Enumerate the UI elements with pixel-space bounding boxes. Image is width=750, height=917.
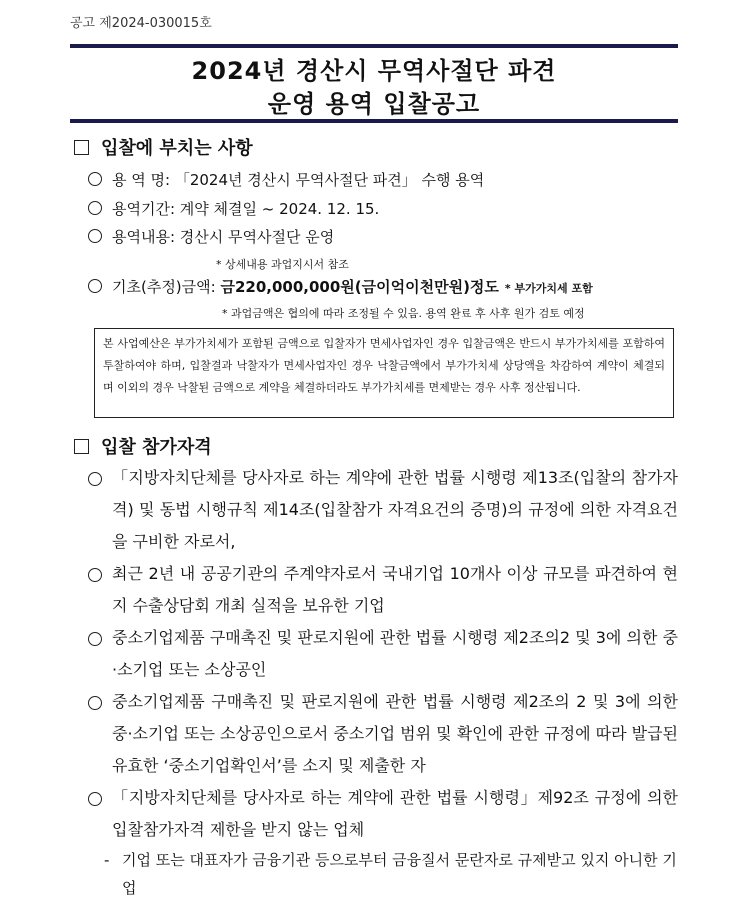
item-service-name	[88, 169, 484, 190]
circle-bullet-icon	[88, 172, 102, 186]
price-label: 기초(추정)금액:	[112, 278, 221, 296]
title-bottom-rule	[70, 119, 678, 123]
title-top-rule	[70, 44, 678, 48]
item-text: 용 역 명: 「2024년 경산시 무역사절단 파견」 수행 용역	[112, 171, 485, 189]
eligibility-item	[88, 782, 678, 846]
eligibility-sub-item	[104, 846, 678, 902]
square-bullet-icon	[74, 439, 89, 454]
eligibility-item	[88, 558, 678, 622]
vat-notice-box: 본 사업예산은 부가가치세가 포함된 금액으로 입찰자가 면세사업자인 경우 입찰금액은 반드시 부가가치세를 포함하여 투찰하여야 하며, 입찰결과 낙찰자가 면세사업자인 경우 낙찰금액에서 부가가치세 상당액을 차감하여 계약이 체결되며 이외의 경우 낙찰된 금액으로 계약을 체결하더라도 부가가치세를 면제받는 경우 사후 정산됩니다.	[94, 328, 674, 418]
page-title-line2: 운영 용역 입찰공고	[267, 90, 481, 118]
section-heading: 입찰에 부치는 사항	[101, 138, 253, 159]
item-text: 기업 또는 대표자가 금융기관 등으로부터 금융질서 문란자로 규제받고 있지 아니한 기업	[122, 851, 677, 897]
item-text: 최근 2년 내 공공기관의 주계약자로서 국내기업 10개사 이상 규모를 파견하여 현지 수출상담회 개최 실적을 보유한 기업	[112, 564, 678, 615]
price-vat-note: * 부가가치세 포함	[504, 282, 593, 295]
eligibility-item	[88, 686, 678, 782]
square-bullet-icon	[74, 140, 89, 155]
circle-bullet-icon	[88, 792, 102, 806]
item-text: 용역내용: 경산시 무역사절단 운영	[112, 228, 335, 246]
section-eligibility	[74, 433, 212, 459]
eligibility-item	[88, 622, 678, 686]
item-text: 중소기업제품 구매촉진 및 판로지원에 관한 법률 시행령 제2조의2 및 3에 의한 중·소기업 또는 소상공인	[112, 628, 678, 679]
circle-bullet-icon	[88, 696, 102, 710]
item-service-content	[88, 226, 334, 247]
section-bidding-items	[74, 134, 253, 160]
item-base-price	[88, 276, 593, 297]
circle-bullet-icon	[88, 279, 102, 293]
circle-bullet-icon	[88, 568, 102, 582]
dash-bullet: -	[104, 851, 110, 869]
section-heading: 입찰 참가자격	[101, 437, 212, 458]
page-title-line1: 2024년 경산시 무역사절단 파견	[191, 57, 557, 85]
item-text: 용역기간: 계약 체결일 ~ 2024. 12. 15.	[112, 200, 380, 218]
item-service-period	[88, 198, 379, 219]
item-text: 「지방자치단체를 당사자로 하는 계약에 관한 법률 시행령」제92조 규정에 의한 입찰참가자격 제한을 받지 않는 업체	[112, 788, 678, 839]
circle-bullet-icon	[88, 472, 102, 486]
price-adjust-note: * 과업금액은 협의에 따라 조정될 수 있음. 용역 완료 후 사후 원가 검토 예정	[222, 307, 585, 320]
circle-bullet-icon	[88, 229, 102, 243]
price-amount: 금220,000,000원(금이억이천만원)정도	[220, 278, 499, 296]
circle-bullet-icon	[88, 201, 102, 215]
circle-bullet-icon	[88, 632, 102, 646]
item-text: 「지방자치단체를 당사자로 하는 계약에 관한 법률 시행령 제13조(입찰의 참가자격) 및 동법 시행규칙 제14조(입찰참가 자격요건의 증명)의 규정에 의한 자격요건을 구비한 자로서,	[112, 468, 678, 551]
eligibility-item	[88, 462, 678, 558]
notice-number: 공고 제2024-030015호	[70, 16, 212, 31]
item-text: 중소기업제품 구매촉진 및 판로지원에 관한 법률 시행령 제2조의 2 및 3에 의한 중·소기업 또는 소상공인으로서 중소기업 범위 및 확인에 관한 규정에 따라 발급된 유효한 ‘중소기업확인서’를 소지 및 제출한 자	[112, 692, 678, 775]
content-note: * 상세내용 과업지시서 참조	[216, 258, 349, 271]
